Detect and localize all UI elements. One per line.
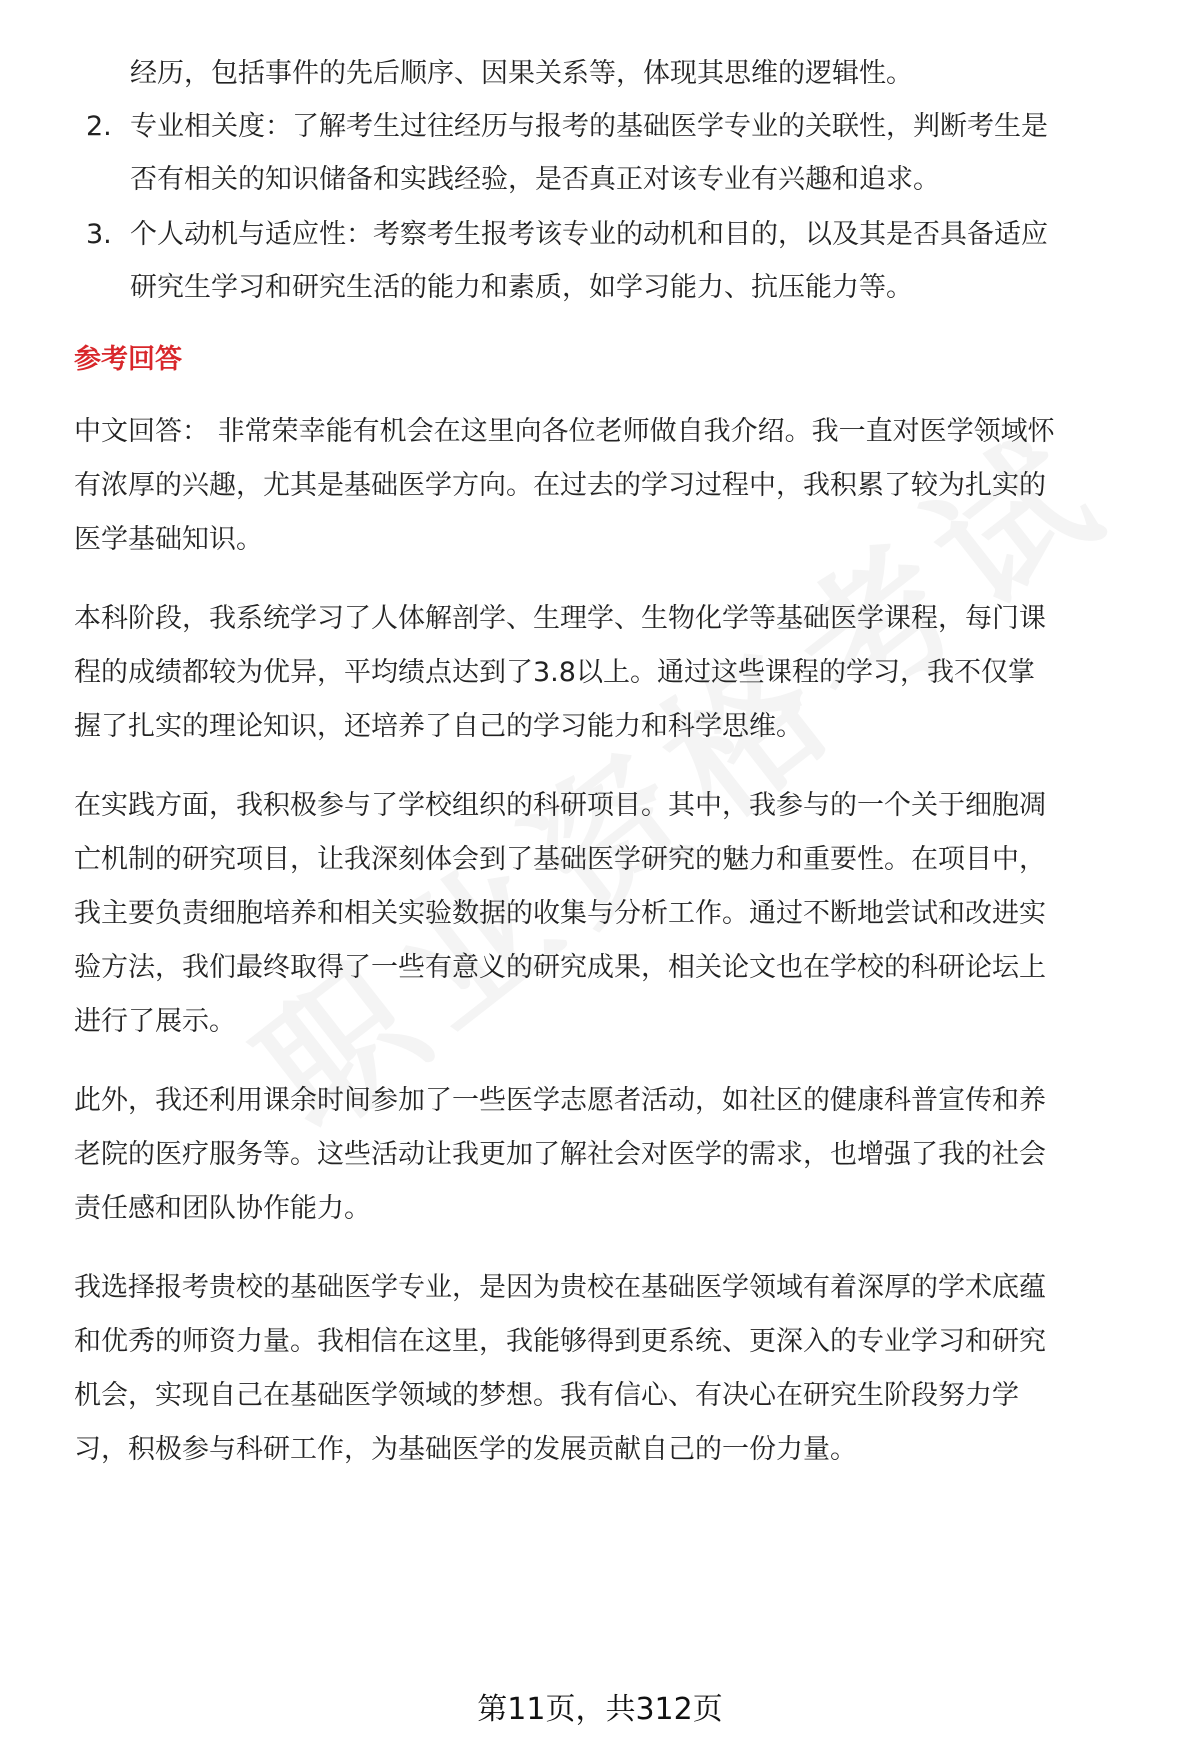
- list-item-line: 专业相关度：了解考生过往经历与报考的基础医学专业的关联性，判断考生是: [130, 111, 1048, 142]
- paragraph-line: 验方法，我们最终取得了一些有意义的研究成果，相关论文也在学校的科研论坛上: [74, 952, 1046, 983]
- paragraph-line: 有浓厚的兴趣，尤其是基础医学方向。在过去的学习过程中，我积累了较为扎实的: [74, 470, 1046, 501]
- paragraph-line: 本科阶段，我系统学习了人体解剖学、生理学、生物化学等基础医学课程，每门课: [74, 603, 1046, 634]
- paragraph-line: 我主要负责细胞培养和相关实验数据的收集与分析工作。通过不断地尝试和改进实: [74, 898, 1046, 929]
- section-heading: 参考回答: [74, 344, 182, 375]
- paragraph-line: 老院的医疗服务等。这些活动让我更加了解社会对医学的需求，也增强了我的社会: [74, 1139, 1046, 1170]
- paragraph-line: 在实践方面，我积极参与了学校组织的科研项目。其中，我参与的一个关于细胞凋: [74, 790, 1046, 821]
- list-item-line: 个人动机与适应性：考察考生报考该专业的动机和目的，以及其是否具备适应: [130, 219, 1048, 250]
- paragraph-line: 习，积极参与科研工作，为基础医学的发展贡献自己的一份力量。: [74, 1434, 857, 1465]
- list-item-line: 否有相关的知识储备和实践经验，是否真正对该专业有兴趣和追求。: [130, 164, 940, 195]
- paragraph-line: 中文回答： 非常荣幸能有机会在这里向各位老师做自我介绍。我一直对医学领域怀: [74, 416, 1055, 447]
- list-item-number: 2.: [86, 111, 112, 142]
- list-continuation: 经历，包括事件的先后顺序、因果关系等，体现其思维的逻辑性。: [130, 58, 913, 89]
- paragraph-line: 程的成绩都较为优异，平均绩点达到了3.8以上。通过这些课程的学习，我不仅掌: [74, 657, 1035, 688]
- paragraph-line: 责任感和团队协作能力。: [74, 1193, 371, 1224]
- paragraph-line: 和优秀的师资力量。我相信在这里，我能够得到更系统、更深入的专业学习和研究: [74, 1326, 1046, 1357]
- list-item-number: 3.: [86, 219, 112, 250]
- list-item-line: 研究生学习和研究生活的能力和素质，如学习能力、抗压能力等。: [130, 272, 913, 303]
- paragraph-line: 握了扎实的理论知识，还培养了自己的学习能力和科学思维。: [74, 711, 803, 742]
- paragraph-line: 机会，实现自己在基础医学领域的梦想。我有信心、有决心在研究生阶段努力学: [74, 1380, 1019, 1411]
- paragraph-line: 医学基础知识。: [74, 524, 263, 555]
- page-number-footer: 第11页，共312页: [477, 1692, 723, 1727]
- paragraph-line: 进行了展示。: [74, 1006, 236, 1037]
- paragraph-line: 此外，我还利用课余时间参加了一些医学志愿者活动，如社区的健康科普宣传和养: [74, 1085, 1046, 1116]
- paragraph-line: 亡机制的研究项目，让我深刻体会到了基础医学研究的魅力和重要性。在项目中，: [74, 844, 1046, 875]
- paragraph-line: 我选择报考贵校的基础医学专业，是因为贵校在基础医学领域有着深厚的学术底蕴: [74, 1272, 1046, 1303]
